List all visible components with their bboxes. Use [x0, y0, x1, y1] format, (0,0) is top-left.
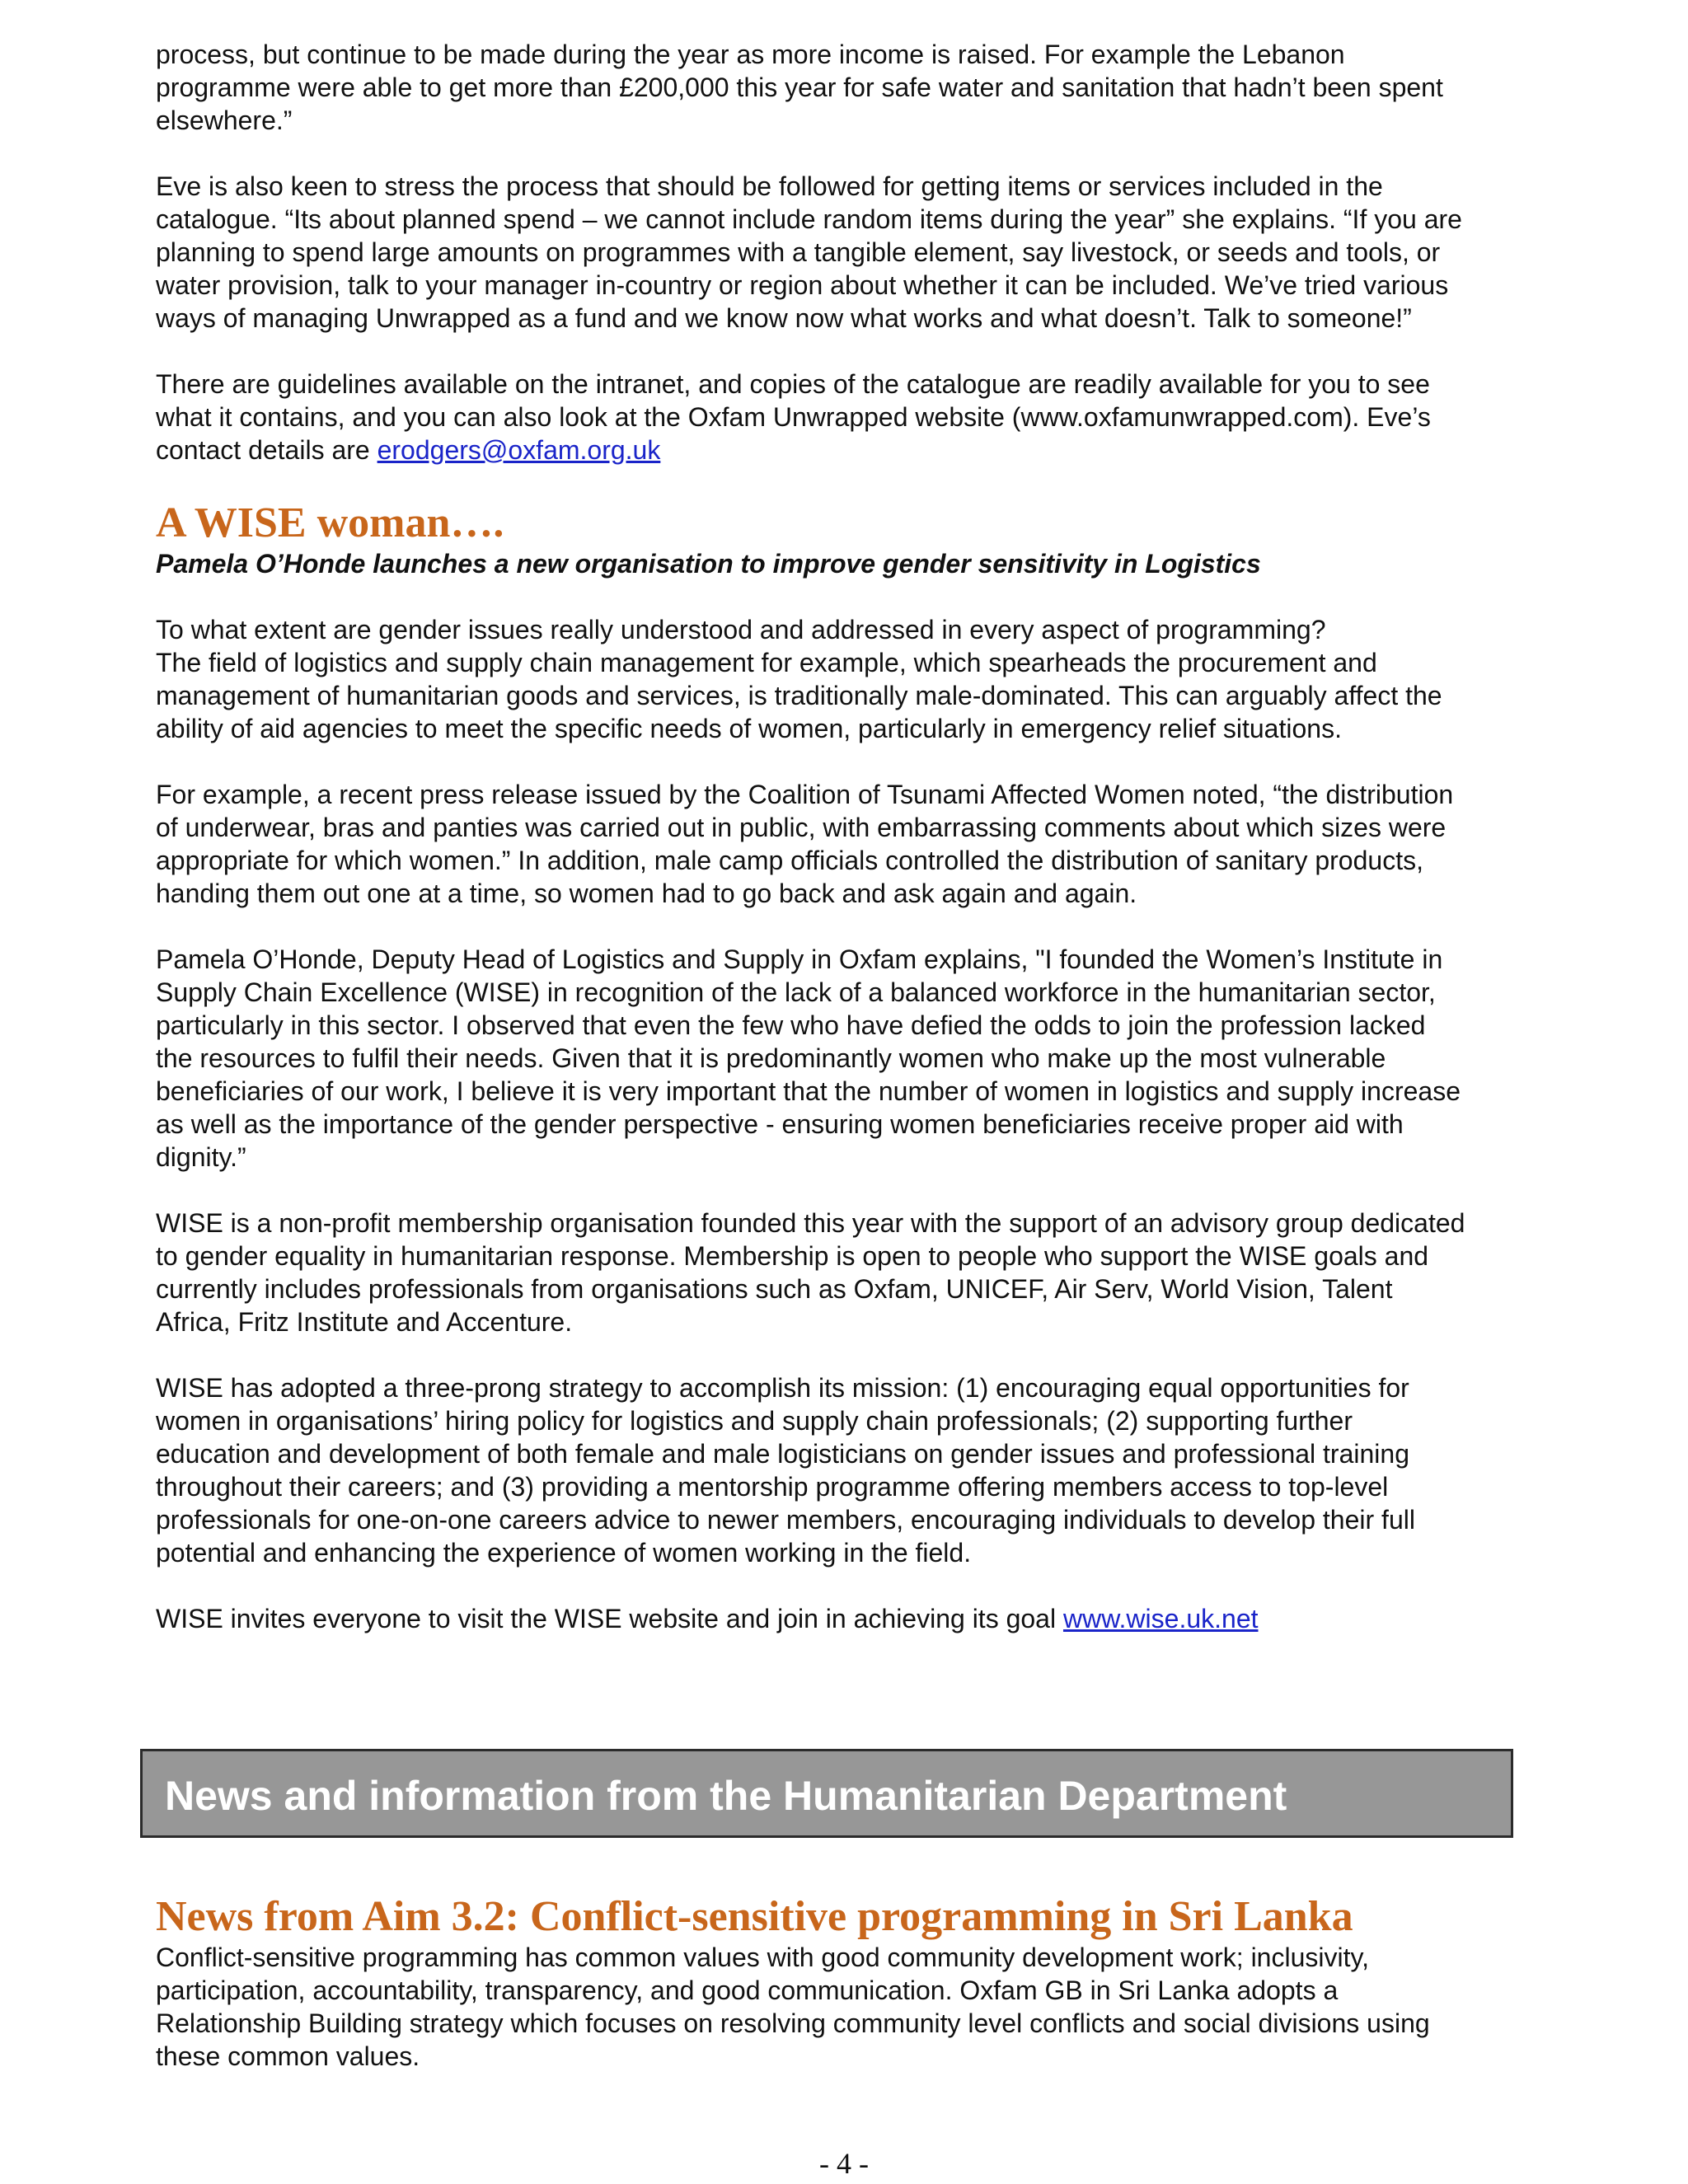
intro-paragraph-1: process, but continue to be made during the year as more income is raised. For example the Lebanon programme were able to get more than £200,000 this year for safe water and sanitation that hadn’t been spent elsewhere.”	[156, 40, 1443, 135]
sri-lanka-paragraph-1: Conflict-sensitive programming has common values with good community development work; inclusivity, participation, accountability, transparency, and good communication. Oxfam GB in Sri Lanka adopts a Relationship Building strategy which focuses on resolving community level conflicts and social divisions using these common values.	[156, 1943, 1430, 2071]
wise-website-link[interactable]: www.wise.uk.net	[1062, 1604, 1259, 1633]
wise-paragraph-4: WISE is a non-profit membership organisation founded this year with the support of an advisory group dedicated to gender equality in humanitarian response. Membership is open to people who support the WISE goals and currently includes professionals from organisations such as Oxfam, UNICEF, Air Serv, World Vision, Talent Africa, Fritz Institute and Accenture.	[156, 1208, 1465, 1337]
wise-paragraph-1: To what extent are gender issues really understood and addressed in every aspect of programming? The field of logistics and supply chain management for example, which spearheads the procurement and management of humanitarian goods and services, is traditionally male-dominated. This can arguably affect the ability of aid agencies to meet the specific needs of women, particularly in emergency relief situations.	[156, 615, 1442, 743]
news-banner	[140, 1749, 1513, 1838]
sri-lanka-section	[156, 1893, 1540, 2073]
main-column	[156, 38, 1540, 1635]
wise-paragraph-3: Pamela O’Honde, Deputy Head of Logistics and Supply in Oxfam explains, "I founded the Women’s Institute in Supply Chain Excellence (WISE) in recognition of the lack of a balanced workforce in the humanitarian sector, particularly in this sector. I observed that even the few who have defied the odds to join the profession lacked the resources to fulfil their needs. Given that it is predominantly women who make up the most vulnerable beneficiaries of our work, I believe it is very important that the number of women in logistics and supply increase as well as the importance of the gender perspective - ensuring women beneficiaries receive proper aid with dignity.”	[156, 944, 1461, 1172]
email-link[interactable]: erodgers@oxfam.org.uk	[377, 435, 661, 465]
wise-paragraph-2: For example, a recent press release issued by the Coalition of Tsunami Affected Women noted, “the distribution of underwear, bras and panties was carried out in public, with embarrassing comments about which sizes were appropriate for which women.” In addition, male camp officials controlled the distribution of sanitary products, handing them out one at a time, so women had to go back and ask again and again.	[156, 780, 1454, 908]
page-number: - 4 -	[819, 2147, 869, 2180]
wise-paragraph-6-text: WISE invites everyone to visit the WISE website and join in achieving its goal	[156, 1604, 1063, 1633]
intro-paragraph-3	[156, 368, 1540, 466]
sri-lanka-article-title: News from Aim 3.2: Conflict-sensitive programming in Sri Lanka	[156, 1893, 1353, 1940]
intro-paragraph-3-text: There are guidelines available on the intranet, and copies of the catalogue are readily available for you to see what it contains, and you can also look at the Oxfam Unwrapped website (www.oxfamunwrapped.com). Eve’s contact details are	[156, 369, 1431, 465]
intro-paragraph-2: Eve is also keen to stress the process that should be followed for getting items or services included in the catalogue. “Its about planned spend – we cannot include random items during the year” she explains. “If you are planning to spend large amounts on programmes with a tangible element, say livestock, or seeds and tools, or water provision, talk to your manager in-country or region about whether it can be included. We’ve tried various ways of managing Unwrapped as a fund and we know now what works and what doesn’t. Talk to someone!”	[156, 171, 1462, 333]
news-banner-label: News and information from the Humanitarian Department	[165, 1773, 1287, 1819]
wise-paragraph-6	[156, 1602, 1540, 1635]
wise-article-title: A WISE woman….	[156, 499, 504, 546]
wise-paragraph-5: WISE has adopted a three-prong strategy to accomplish its mission: (1) encouraging equal opportunities for women in organisations’ hiring policy for logistics and supply chain professionals; (2) supporting further education and development of both female and male logisticians on gender issues and professional training throughout their careers; and (3) providing a mentorship programme offering members access to top-level professionals for one-on-one careers advice to newer members, encouraging individuals to develop their full potential and enhancing the experience of women working in the field.	[156, 1373, 1415, 1568]
wise-article-subtitle: Pamela O’Honde launches a new organisation to improve gender sensitivity in Logistics	[156, 549, 1261, 579]
